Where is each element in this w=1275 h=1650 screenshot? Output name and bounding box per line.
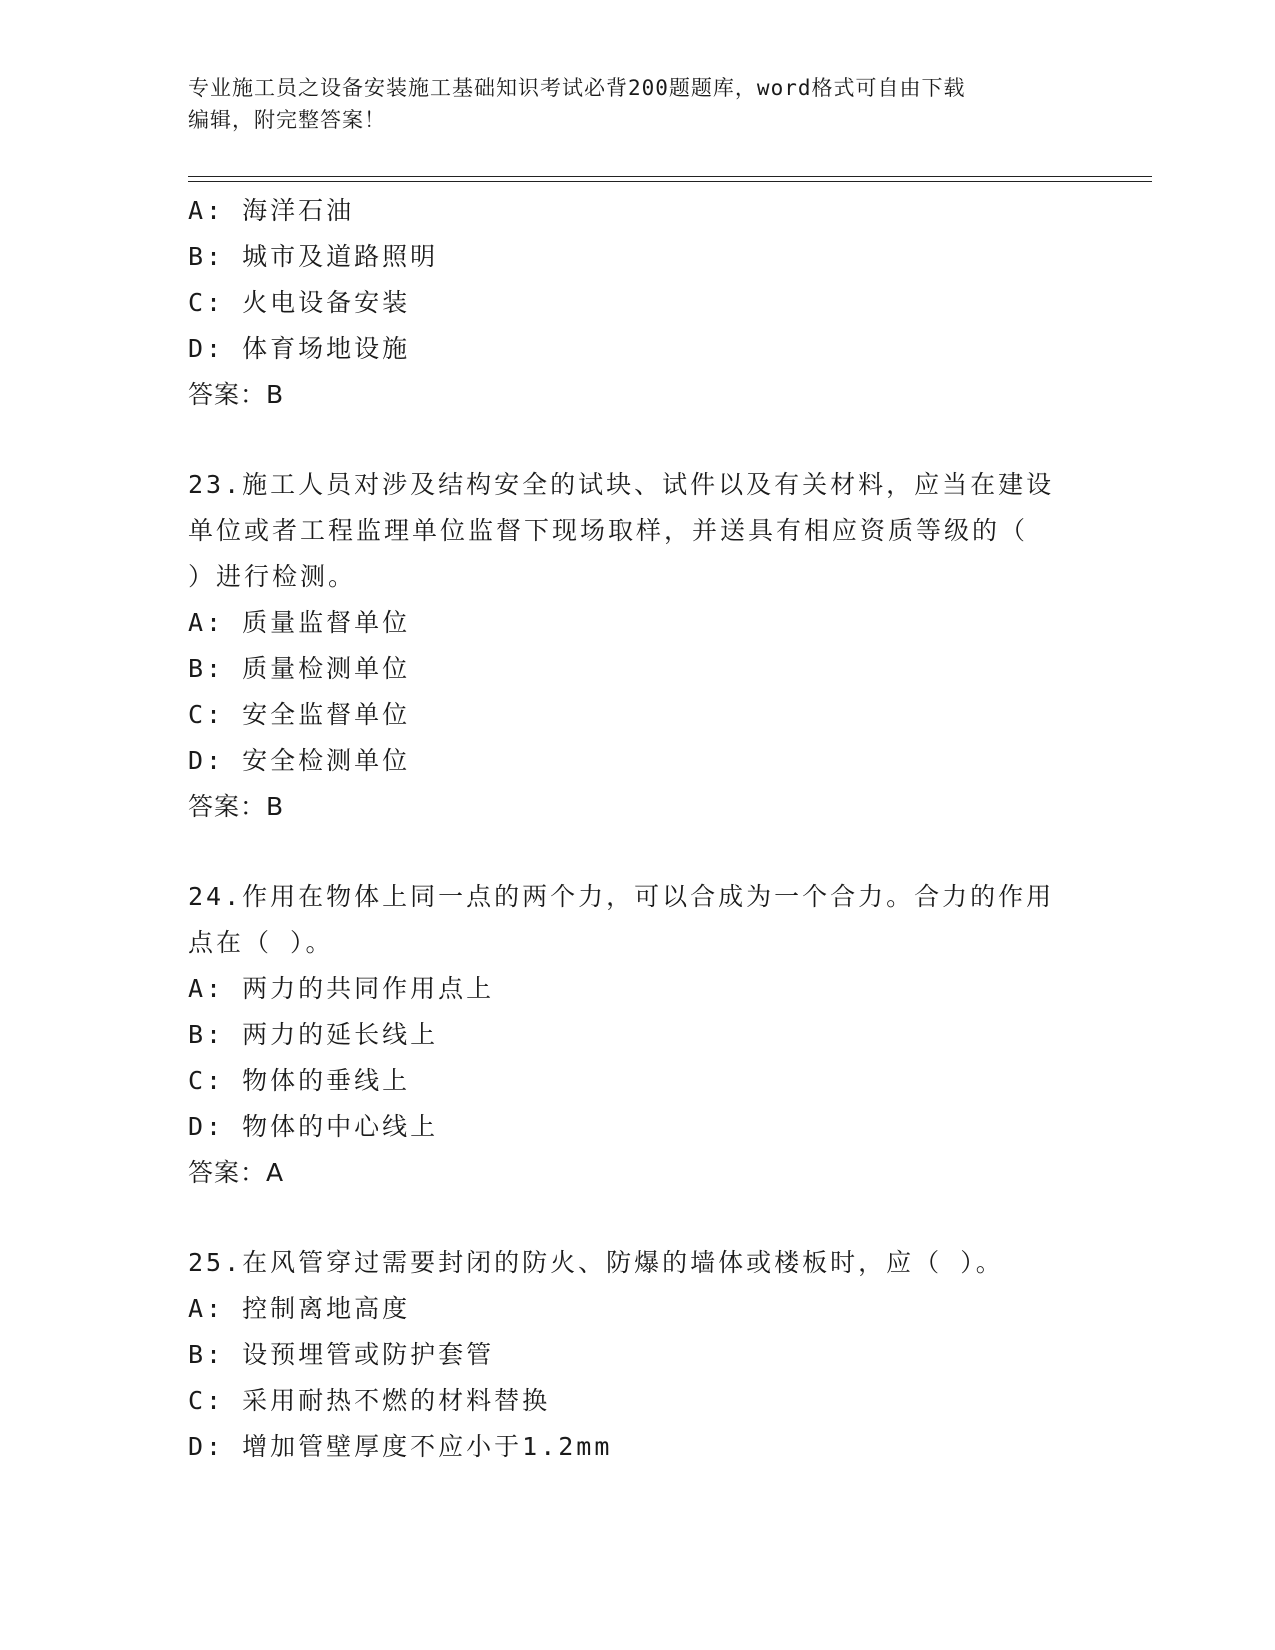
document-header [188,72,1088,136]
option-b: B: 设预埋管或防护套管 [188,1340,495,1369]
question-stem-line: ）进行检测。 [188,562,357,591]
answer-line: 答案：A [188,1158,285,1187]
question-stem-line: 23.施工人员对涉及结构安全的试块、试件以及有关材料，应当在建设 [188,470,1055,499]
option-c: C: 安全监督单位 [188,700,411,729]
option-b: B: 两力的延长线上 [188,1020,439,1049]
question-stem-line: 点在（ ）。 [188,928,334,957]
option-d: D: 物体的中心线上 [188,1112,439,1141]
option-a: A: 质量监督单位 [188,608,411,637]
question-23 [188,462,1088,830]
header-divider-bottom [188,181,1152,182]
option-d: D: 体育场地设施 [188,334,411,363]
option-d: D: 安全检测单位 [188,746,411,775]
question-stem-line: 25.在风管穿过需要封闭的防火、防爆的墙体或楼板时，应（ ）。 [188,1248,1004,1277]
option-c: C: 火电设备安装 [188,288,411,317]
option-b: B: 质量检测单位 [188,654,411,683]
option-b: B: 城市及道路照明 [188,242,439,271]
header-divider-top [188,176,1152,177]
header-line-2: 编辑，附完整答案！ [188,108,386,132]
option-a: A: 两力的共同作用点上 [188,974,495,1003]
question-stem-line: 单位或者工程监理单位监督下现场取样，并送具有相应资质等级的（ [188,516,1029,545]
question-stem-line: 24.作用在物体上同一点的两个力，可以合成为一个合力。合力的作用 [188,882,1055,911]
option-a: A: 控制离地高度 [188,1294,411,1323]
answer-line: 答案：B [188,792,285,821]
answer-line: 答案：B [188,380,285,409]
option-a: A: 海洋石油 [188,196,355,225]
question-24 [188,874,1088,1196]
header-line-1: 专业施工员之设备安装施工基础知识考试必背200题题库，word格式可自由下载 [188,76,966,100]
option-c: C: 物体的垂线上 [188,1066,411,1095]
question-list [188,188,1088,1470]
question-25 [188,1240,1088,1470]
option-d: D: 增加管壁厚度不应小于1.2mm [188,1432,613,1461]
question-22 [188,188,1088,418]
option-c: C: 采用耐热不燃的材料替换 [188,1386,551,1415]
